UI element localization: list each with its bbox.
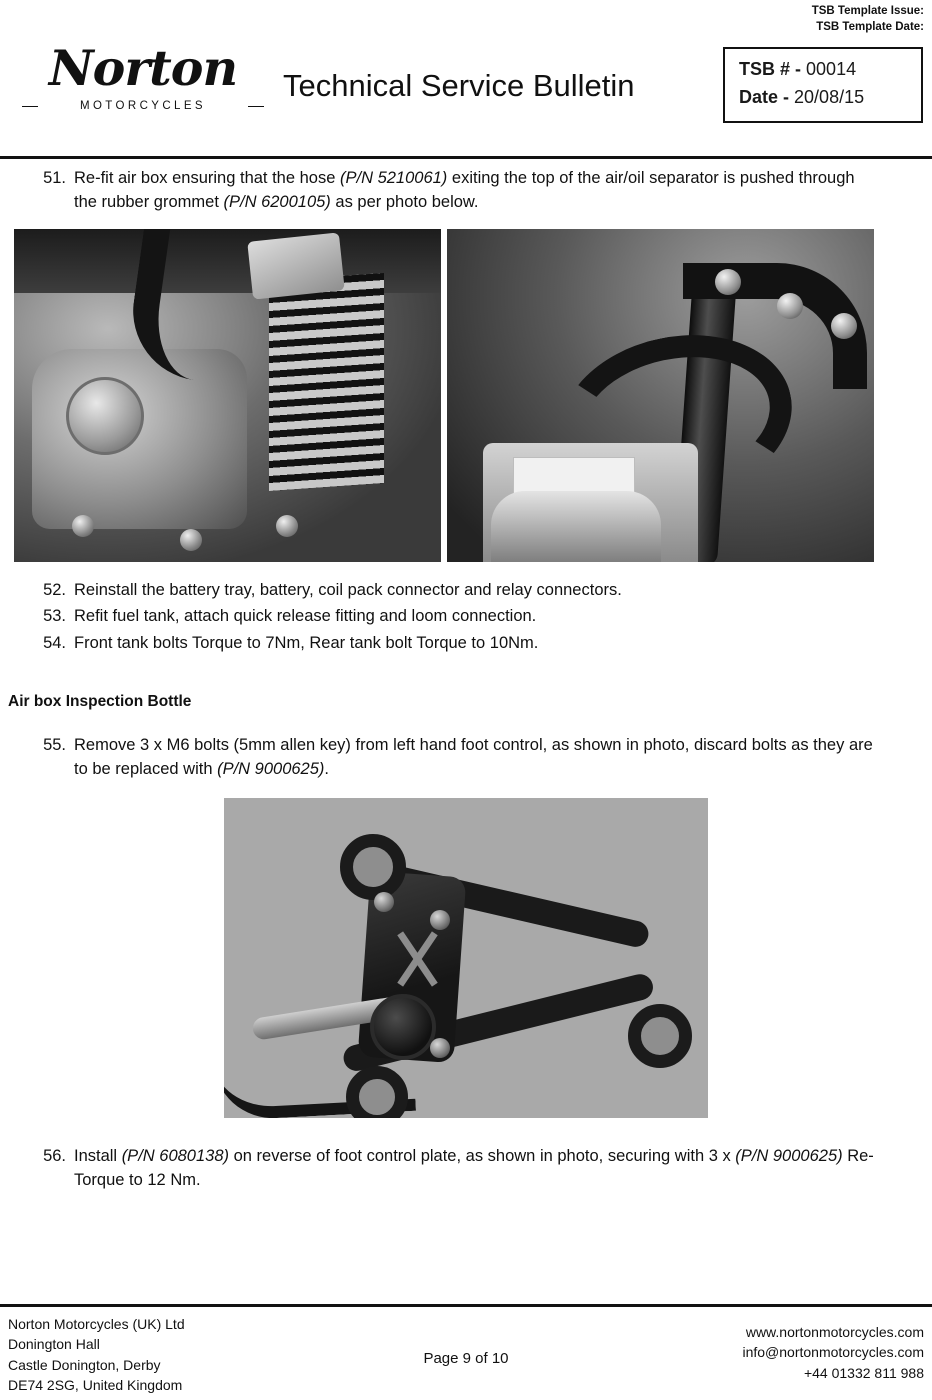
step-56	[42, 1144, 882, 1193]
norton-logo	[18, 39, 268, 112]
step-51-part2: exiting the top of the air/oil separator is pushed through the rubber grommet	[74, 169, 855, 212]
footer-address-line-1: Donington Hall	[8, 1336, 100, 1353]
step-55-photo-row	[0, 798, 932, 1118]
step-56-part1: Install	[74, 1146, 122, 1165]
step-54	[42, 631, 892, 655]
step-51-text	[74, 166, 882, 215]
photo-b-bolt	[777, 293, 803, 319]
step-56-text	[74, 1144, 882, 1193]
photo-a-inspection-cap	[66, 377, 144, 455]
tsb-number-value: 00014	[806, 59, 857, 79]
step-56-block	[0, 1144, 932, 1193]
step-55-part2: .	[324, 760, 330, 779]
step-51-part1: Re-fit air box ensuring that the hose	[74, 169, 340, 187]
template-issue-label: TSB Template Issue:	[811, 5, 924, 17]
step-52-text: Reinstall the battery tray, battery, coil pack connector and relay connectors.	[74, 580, 622, 599]
document-header	[0, 0, 932, 148]
footer-company: Norton Motorcycles (UK) Ltd	[8, 1316, 185, 1332]
photo-c-mount-eye-top	[340, 834, 406, 900]
photo-a-bolt	[276, 515, 298, 537]
photo-a-bracket-plate	[247, 232, 345, 299]
step-53-text: Refit fuel tank, attach quick release fitting and loom connection.	[74, 607, 537, 626]
step-55-number: 55.	[43, 736, 66, 755]
step-51-partnumber-1: (P/N 5210061)	[339, 169, 448, 187]
photo-c-mount-eye-right	[628, 1004, 692, 1068]
photo-a-cylinder-fins	[269, 273, 384, 491]
page-title: Technical Service Bulletin	[283, 68, 635, 103]
footer-website: www.nortonmotorcycles.com	[745, 1324, 924, 1340]
document-footer	[0, 1308, 932, 1394]
step-52-number: 52.	[43, 580, 66, 599]
tsb-date-row	[739, 84, 909, 112]
photo-b-bolt	[715, 269, 741, 295]
photo-b-bolt	[831, 313, 857, 339]
tsb-date-value: 20/08/15	[794, 86, 865, 107]
brand-subtitle: MOTORCYCLES	[18, 100, 268, 112]
footer-phone: +44 01332 811 988	[803, 1364, 924, 1381]
photo-c-m6-bolt	[374, 892, 394, 912]
photo-foot-control	[224, 798, 708, 1118]
footer-address-line-3: DE74 2SG, United Kingdom	[8, 1376, 183, 1393]
step-55-partnumber-1: (P/N 9000625)	[217, 760, 325, 779]
step-56-partnumber-1: (P/N 6080138)	[121, 1146, 230, 1165]
step-55-part1: Remove 3 x M6 bolts (5mm allen key) from left hand foot control, as shown in photo, discard bolts as they are to be replaced with	[74, 736, 873, 779]
step-55-text	[74, 733, 882, 782]
step-55	[42, 733, 882, 782]
step-51-part3: as per photo below.	[330, 193, 479, 212]
section-heading-airbox-inspection-bottle: Air box Inspection Bottle	[8, 693, 192, 711]
step-51-number: 51.	[43, 169, 66, 187]
step-55-block	[0, 733, 932, 782]
photo-c-plate-cutout	[388, 928, 446, 990]
footer-contact	[742, 1322, 924, 1383]
step-51-photo-row	[14, 229, 918, 562]
step-51-block	[0, 166, 932, 215]
step-56-part2: on reverse of foot control plate, as shown in photo, securing with 3 x	[229, 1146, 736, 1165]
photo-airbox-separator	[14, 229, 441, 562]
tsb-info-box	[723, 47, 923, 123]
step-52	[42, 578, 892, 602]
photo-a-bolt	[72, 515, 94, 537]
step-56-number: 56.	[43, 1146, 66, 1165]
step-53-number: 53.	[43, 607, 66, 626]
footer-address-line-2: Castle Donington, Derby	[8, 1356, 161, 1373]
step-56-part3: Re-Torque to 12 Nm.	[74, 1146, 874, 1190]
steps-52-54-block	[0, 562, 932, 655]
photo-c-m6-bolt	[430, 1038, 450, 1058]
step-51	[42, 166, 882, 215]
brand-name: Norton	[48, 39, 238, 97]
tsb-number-label: TSB # -	[739, 59, 802, 79]
footer-email: info@nortonmotorcycles.com	[742, 1344, 924, 1361]
step-54-text: Front tank bolts Torque to 7Nm, Rear tank bolt Torque to 10Nm.	[74, 633, 539, 652]
photo-grommet-detail	[447, 229, 874, 562]
tsb-number-row	[739, 56, 909, 84]
photo-a-bolt	[180, 529, 202, 551]
step-56-partnumber-2: (P/N 9000625)	[735, 1146, 843, 1165]
header-divider	[0, 156, 932, 159]
photo-c-m6-bolt	[430, 910, 450, 930]
photo-b-canister	[491, 491, 661, 562]
footer-divider	[0, 1304, 932, 1307]
template-date-label: TSB Template Date:	[816, 20, 924, 33]
footer-page-number: Page 9 of 10	[423, 1350, 509, 1367]
tsb-date-label: Date -	[739, 86, 790, 107]
document-body	[0, 166, 932, 1195]
step-54-number: 54.	[43, 633, 66, 652]
step-53	[42, 604, 892, 628]
step-51-partnumber-2: (P/N 6200105)	[223, 193, 331, 212]
